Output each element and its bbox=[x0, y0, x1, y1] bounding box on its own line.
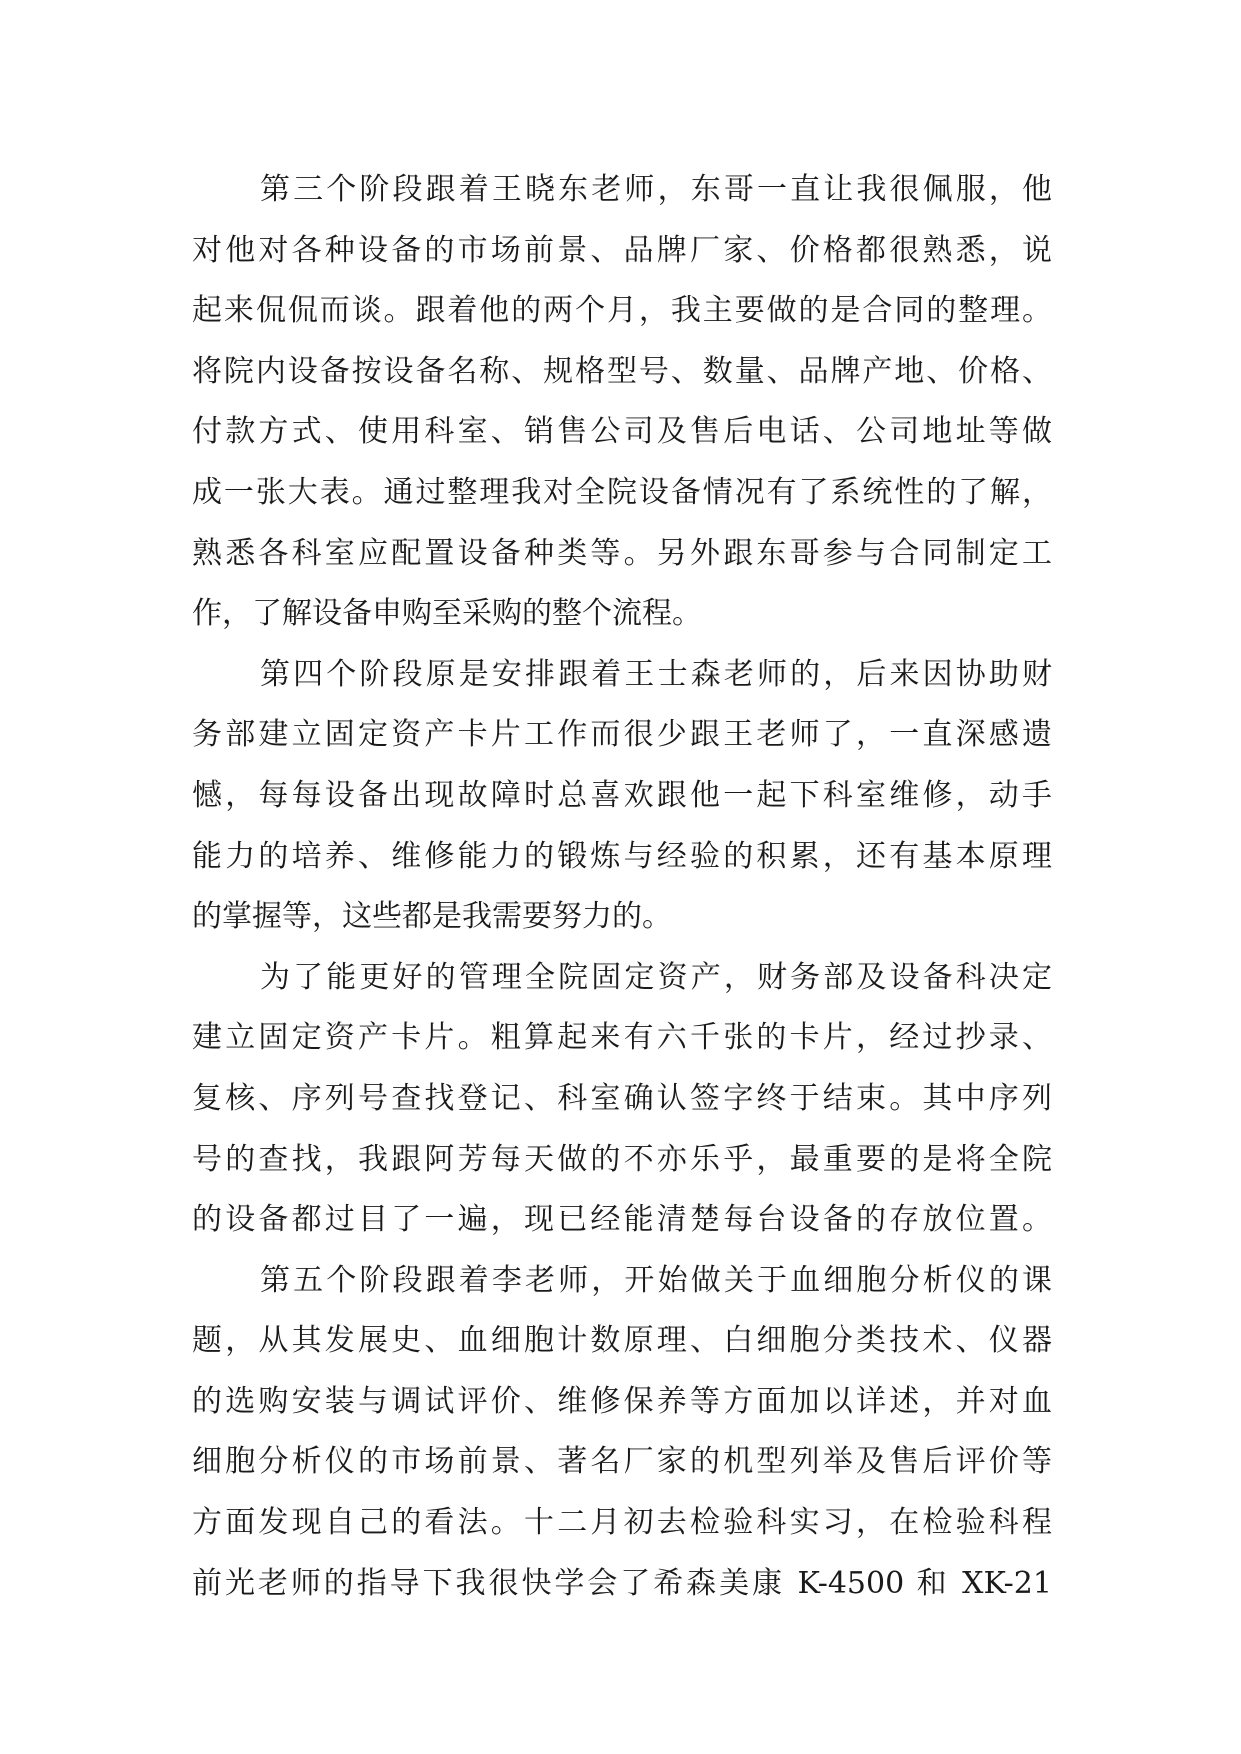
text-line: 题，从其发展史、血细胞计数原理、白细胞分类技术、仪器 bbox=[192, 1323, 1052, 1359]
text-line: 第四个阶段原是安排跟着王士森老师的，后来因协助财 bbox=[260, 656, 1052, 692]
paragraph-2 bbox=[192, 645, 1052, 948]
text-line: 号的查找，我跟阿芳每天做的不亦乐乎，最重要的是将全院 bbox=[192, 1141, 1052, 1177]
text-line: 的掌握等，这些都是我需要努力的。 bbox=[192, 899, 672, 935]
text-line: 第三个阶段跟着王晓东老师，东哥一直让我很佩服，他 bbox=[260, 172, 1052, 207]
paragraph-3 bbox=[192, 948, 1052, 1251]
text-line: 细胞分析仪的市场前景、著名厂家的机型列举及售后评价等 bbox=[192, 1444, 1052, 1480]
text-line: 的设备都过目了一遍，现已经能清楚每台设备的存放位置。 bbox=[192, 1202, 1052, 1238]
text-line: 熟悉各科室应配置设备种类等。另外跟东哥参与合同制定工 bbox=[192, 535, 1052, 571]
text-line: 的选购安装与调试评价、维修保养等方面加以详述，并对血 bbox=[192, 1383, 1052, 1419]
text-line: 起来侃侃而谈。跟着他的两个月，我主要做的是合同的整理。 bbox=[192, 293, 1052, 329]
text-line: 能力的培养、维修能力的锻炼与经验的积累，还有基本原理 bbox=[192, 838, 1052, 874]
text-line: 付款方式、使用科室、销售公司及售后电话、公司地址等做 bbox=[192, 414, 1052, 450]
text-line: 憾，每每设备出现故障时总喜欢跟他一起下科室维修，动手 bbox=[192, 777, 1052, 813]
text-line: 方面发现自己的看法。十二月初去检验科实习，在检验科程 bbox=[192, 1505, 1052, 1541]
text-line: 务部建立固定资产卡片工作而很少跟王老师了，一直深感遗 bbox=[192, 717, 1052, 753]
text-line: 作，了解设备申购至采购的整个流程。 bbox=[192, 596, 702, 632]
text-line: 复核、序列号查找登记、科室确认签字终于结束。其中序列 bbox=[192, 1080, 1052, 1116]
text-line: 成一张大表。通过整理我对全院设备情况有了系统性的了解， bbox=[192, 474, 1052, 510]
body-text bbox=[192, 160, 1052, 1614]
text-line: 建立固定资产卡片。粗算起来有六千张的卡片，经过抄录、 bbox=[192, 1020, 1052, 1056]
text-line: 将院内设备按设备名称、规格型号、数量、品牌产地、价格、 bbox=[192, 353, 1052, 389]
text-line: 第五个阶段跟着李老师，开始做关于血细胞分析仪的课 bbox=[260, 1262, 1052, 1298]
text-line: 对他对各种设备的市场前景、品牌厂家、价格都很熟悉，说 bbox=[192, 232, 1052, 268]
paragraph-1 bbox=[192, 160, 1052, 645]
text-line: 前光老师的指导下我很快学会了希森美康 K-4500 和 XK-21 bbox=[192, 1565, 1052, 1601]
paragraph-4 bbox=[192, 1251, 1052, 1615]
text-line: 为了能更好的管理全院固定资产，财务部及设备科决定 bbox=[260, 959, 1052, 995]
